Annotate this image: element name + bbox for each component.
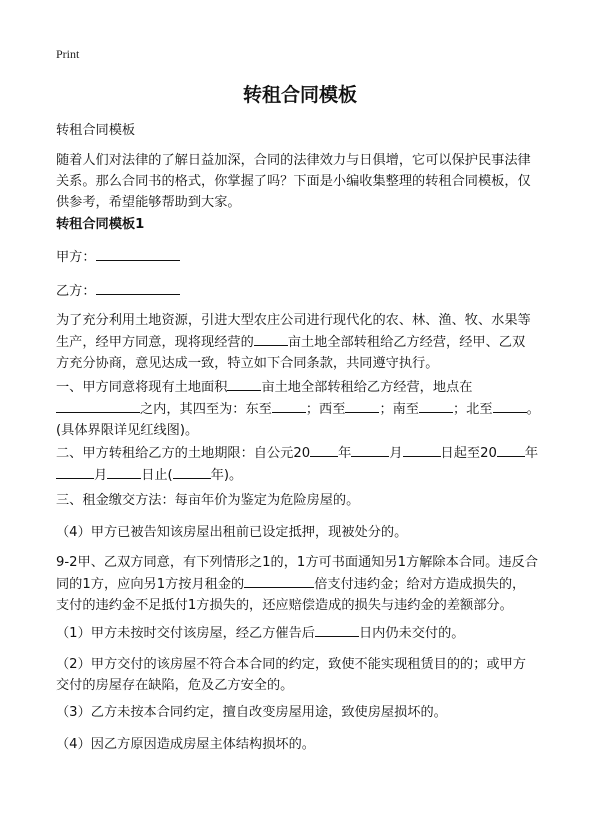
clause-2: 二、甲方转租给乙方的土地期限：自公元20 年 月 日起至20 年 月 日止( 年)。 — [56, 442, 550, 486]
blank-line — [96, 280, 180, 295]
blank-line — [254, 331, 288, 346]
blank-line — [497, 442, 525, 457]
item-3: （3）乙方未按本合同约定，擅自改变房屋用途，致使房屋损坏的。 — [56, 705, 447, 720]
document-subtitle: 转租合同模板 — [56, 123, 136, 138]
item-2: （2）甲方交付的该房屋不符合本合同的约定，致使不能实现租赁目的的；或甲方 交付的房屋存在缺陷，危及乙方安全的。 — [56, 657, 526, 693]
blank-line — [227, 376, 261, 391]
blank-line — [351, 442, 389, 457]
blank-line — [96, 246, 180, 261]
blank-line — [272, 398, 306, 413]
intro-paragraph: 随着人们对法律的了解日益加深，合同的法律效力与日俱增，它可以保护民事法律 关系。那么合同书的格式，你掌握了吗？下面是小编收集整理的转租合同模板，仅 供参考，希望能够帮助到大家。 — [56, 153, 531, 210]
clause-3: 三、租金缴交方法：每亩年价为鉴定为危险房屋的。 — [56, 493, 360, 508]
item-1: （1）甲方未按时交付该房屋，经乙方催告后 日内仍未交付的。 — [56, 622, 550, 644]
blank-line — [345, 398, 379, 413]
document-title: 转租合同模板 — [242, 84, 357, 106]
party-b-line: 乙方： — [56, 280, 550, 302]
blank-line — [107, 464, 141, 479]
blank-line — [315, 622, 359, 637]
termination-paragraph: 9-2甲、乙双方同意，有下列情形之1的，1方可书面通知另1方解除本合同。违反合 同的1方，应向另1方按月租金的 倍支付违约金；给对方造成损失的， 支付的违约金不足抵付1方损失的，还应赔偿造成的损失与违约金的差额部分。 — [56, 555, 538, 613]
blank-line — [56, 398, 140, 413]
blank-line — [493, 398, 527, 413]
party-a-line: 甲方： — [56, 246, 550, 268]
blank-line — [310, 442, 338, 457]
item-4: （4）因乙方原因造成房屋主体结构损坏的。 — [56, 737, 315, 752]
blank-line — [244, 573, 314, 588]
blank-line — [173, 464, 211, 479]
section-heading: 转租合同模板1 — [56, 217, 145, 232]
print-link[interactable]: Print — [56, 47, 80, 61]
purpose-paragraph: 为了充分利用土地资源，引进大型农庄公司进行现代化的农、林、渔、牧、水果等 生产，经甲方同意，现将现经营的 亩土地全部转租给乙方经营，经甲、乙双 方充分协商，意见达成一致，特立如下合同条款，共同遵守执行。 — [56, 313, 531, 371]
clause-1: 一、甲方同意将现有土地面积 亩土地全部转租给乙方经营，地点在 之内，其四至为：东至 ；西至 ；南至 ；北至 。 (具体界限详见红线图)。 — [56, 376, 550, 441]
blank-line — [403, 442, 441, 457]
blank-line — [419, 398, 453, 413]
clause-4: （4）甲方已被告知该房屋出租前已设定抵押，现被处分的。 — [56, 525, 408, 540]
blank-line — [56, 464, 94, 479]
